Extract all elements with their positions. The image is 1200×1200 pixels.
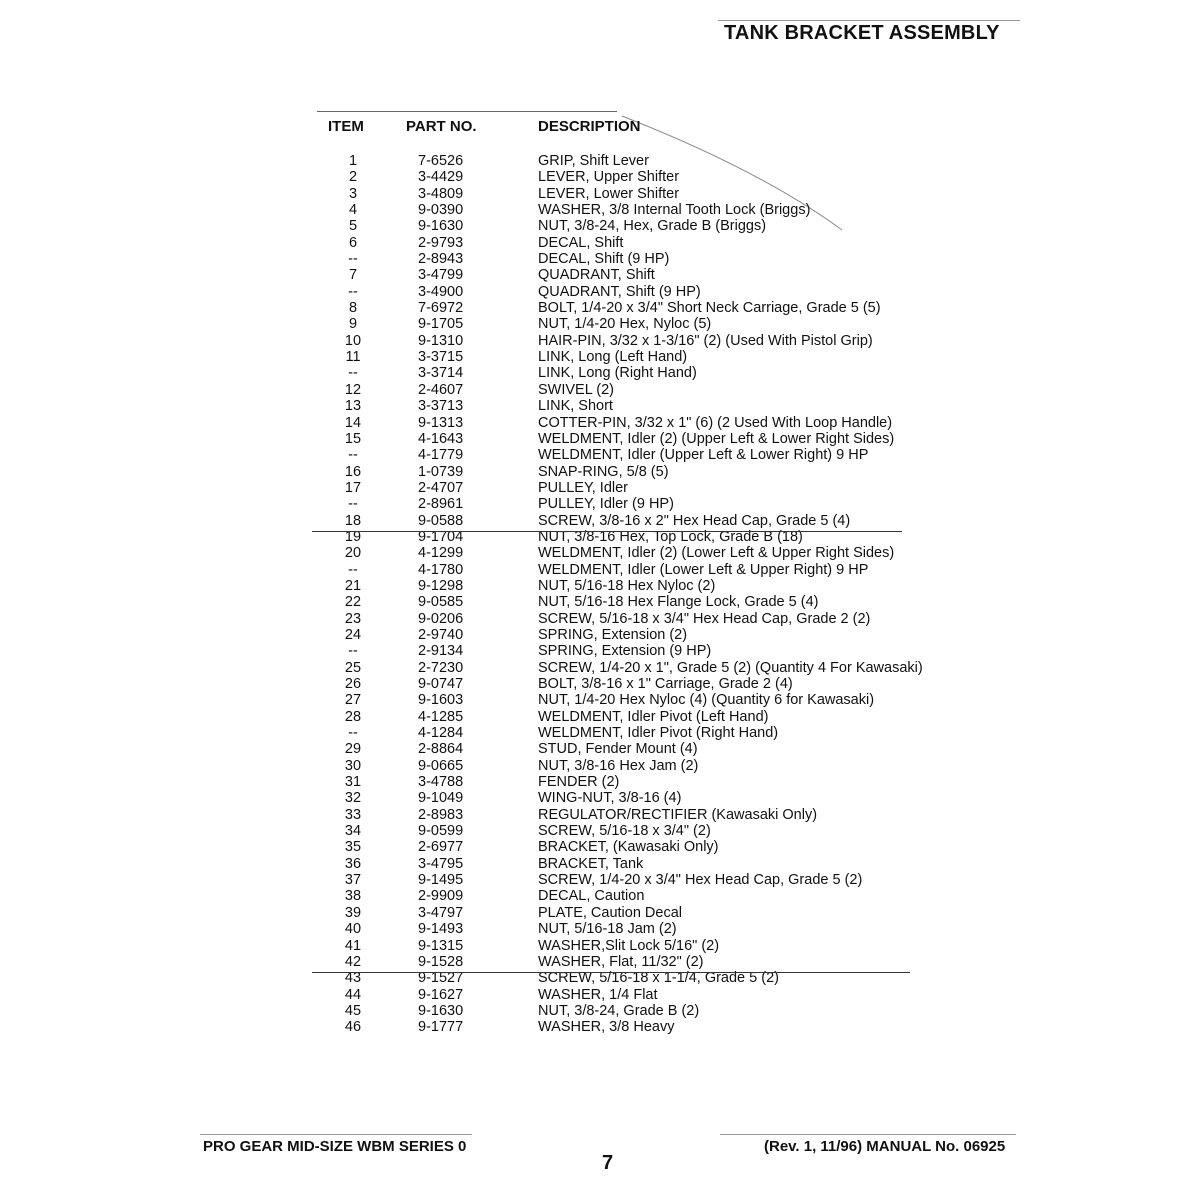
- row-part-number: 2-9793: [418, 234, 464, 251]
- row-description: SCREW, 1/4-20 x 1", Grade 5 (2) (Quantity 4 For Kawasaki): [538, 659, 923, 676]
- row-part-number: 2-7230: [418, 659, 464, 676]
- row-part-number: 2-8943: [418, 251, 464, 268]
- row-part-number: 1-0739: [418, 463, 464, 480]
- row-part-number: 9-1627: [418, 986, 464, 1003]
- row-item-number: --: [348, 725, 358, 742]
- row-item-number: 7: [348, 267, 358, 284]
- row-part-number: 2-9740: [418, 626, 464, 643]
- table-header-row: [318, 118, 923, 153]
- row-separator-rule: [312, 531, 902, 532]
- page-number: 7: [602, 1152, 614, 1174]
- table-row: [318, 480, 923, 496]
- row-description: NUT, 5/16-18 Jam (2): [538, 921, 677, 938]
- table-row: [318, 562, 923, 578]
- table-row: [318, 774, 923, 790]
- row-item-number: 1: [348, 153, 358, 169]
- row-description: DECAL, Caution: [538, 888, 645, 905]
- table-row: [318, 954, 923, 970]
- row-item-number: --: [348, 561, 358, 578]
- table-row: [318, 938, 923, 954]
- row-part-number: 9-0585: [418, 594, 464, 611]
- table-row: [318, 1003, 923, 1019]
- row-item-number: 30: [344, 757, 362, 774]
- row-description: FENDER (2): [538, 774, 620, 791]
- row-item-number: 10: [344, 332, 362, 349]
- row-description: WASHER, 1/4 Flat: [538, 986, 658, 1003]
- row-description: STUD, Fender Mount (4): [538, 741, 698, 758]
- row-item-number: 43: [344, 970, 362, 987]
- row-description: WELDMENT, Idler Pivot (Left Hand): [538, 708, 769, 725]
- row-item-number: 32: [344, 790, 362, 807]
- table-row: [318, 267, 923, 283]
- row-description: GRIP, Shift Lever: [538, 153, 649, 169]
- row-description: SCREW, 5/16-18 x 3/4" Hex Head Cap, Grade 2 (2): [538, 610, 871, 627]
- row-part-number: 9-0747: [418, 676, 464, 692]
- row-item-number: 21: [344, 577, 362, 594]
- row-description: WELDMENT, Idler Pivot (Right Hand): [538, 725, 779, 742]
- table-row: [318, 1019, 923, 1035]
- table-row: [318, 316, 923, 332]
- row-part-number: 9-0588: [418, 512, 464, 529]
- row-part-number: 3-4809: [418, 185, 464, 202]
- row-item-number: --: [348, 496, 358, 513]
- row-part-number: 9-0390: [418, 202, 464, 219]
- row-description: SPRING, Extension (9 HP): [538, 643, 712, 660]
- row-item-number: 24: [344, 626, 362, 643]
- row-item-number: 9: [348, 316, 358, 333]
- row-part-number: 4-1285: [418, 708, 464, 725]
- row-item-number: 20: [344, 545, 362, 562]
- footer-model: PRO GEAR MID-SIZE WBM SERIES 0: [203, 1138, 467, 1155]
- row-item-number: 25: [344, 659, 362, 676]
- row-part-number: 9-0599: [418, 823, 464, 840]
- row-item-number: 23: [344, 610, 362, 627]
- row-item-number: 12: [344, 381, 362, 398]
- row-description: BOLT, 1/4-20 x 3/4" Short Neck Carriage, Grade 5 (5): [538, 300, 881, 317]
- row-description: BRACKET, Tank: [538, 855, 644, 872]
- row-description: NUT, 3/8-16 Hex, Top Lock, Grade B (18): [538, 528, 803, 545]
- row-description: BOLT, 3/8-16 x 1" Carriage, Grade 2 (4): [538, 676, 793, 692]
- row-description: LINK, Short: [538, 398, 613, 415]
- table-row: [318, 464, 923, 480]
- row-description: SCREW, 3/8-16 x 2" Hex Head Cap, Grade 5 (4): [538, 512, 851, 529]
- row-part-number: 4-1643: [418, 430, 464, 447]
- footer-rule-left: [200, 1134, 472, 1135]
- row-item-number: 22: [344, 594, 362, 611]
- row-item-number: 40: [344, 921, 362, 938]
- table-row: [318, 823, 923, 839]
- row-description: LINK, Long (Left Hand): [538, 349, 688, 366]
- row-item-number: --: [348, 643, 358, 660]
- row-description: NUT, 5/16-18 Hex Nyloc (2): [538, 577, 716, 594]
- row-part-number: 9-1630: [418, 218, 464, 235]
- row-part-number: 9-0665: [418, 757, 464, 774]
- row-item-number: 29: [344, 741, 362, 758]
- table-row: [318, 676, 923, 692]
- row-part-number: 9-1493: [418, 921, 464, 938]
- row-item-number: 34: [344, 823, 362, 840]
- row-part-number: 9-0206: [418, 610, 464, 627]
- header-item: ITEM: [328, 118, 364, 135]
- footer-manual: (Rev. 1, 11/96) MANUAL No. 06925: [764, 1138, 1006, 1155]
- row-description: NUT, 1/4-20 Hex, Nyloc (5): [538, 316, 712, 333]
- row-item-number: 3: [348, 185, 358, 202]
- row-description: PLATE, Caution Decal: [538, 904, 682, 921]
- table-row: [318, 447, 923, 463]
- row-part-number: 2-4707: [418, 479, 464, 496]
- row-item-number: 17: [344, 479, 362, 496]
- row-description: WELDMENT, Idler (Upper Left & Lower Right) 9 HP: [538, 447, 869, 464]
- row-item-number: 5: [348, 218, 358, 235]
- table-row: [318, 692, 923, 708]
- table-row: [318, 300, 923, 316]
- row-item-number: 16: [344, 463, 362, 480]
- row-description: NUT, 3/8-16 Hex Jam (2): [538, 757, 699, 774]
- row-item-number: 31: [344, 774, 362, 791]
- row-description: BRACKET, (Kawasaki Only): [538, 839, 719, 856]
- row-part-number: 9-1495: [418, 872, 464, 889]
- row-description: HAIR-PIN, 3/32 x 1-3/16" (2) (Used With Pistol Grip): [538, 332, 873, 349]
- parts-table-body: [318, 153, 923, 1036]
- table-row: [318, 218, 923, 234]
- row-part-number: 3-4788: [418, 774, 464, 791]
- row-description: NUT, 3/8-24, Hex, Grade B (Briggs): [538, 218, 767, 235]
- row-part-number: 7-6526: [418, 153, 464, 169]
- row-part-number: 3-3713: [418, 398, 464, 415]
- row-item-number: 42: [344, 953, 362, 970]
- row-part-number: 4-1299: [418, 545, 464, 562]
- table-row: [318, 513, 923, 529]
- row-item-number: 18: [344, 512, 362, 529]
- row-description: SCREW, 5/16-18 x 1-1/4, Grade 5 (2): [538, 970, 779, 987]
- row-description: WASHER,Slit Lock 5/16" (2): [538, 937, 720, 954]
- row-part-number: 2-6977: [418, 839, 464, 856]
- row-item-number: 44: [344, 986, 362, 1003]
- row-item-number: 41: [344, 937, 362, 954]
- table-row: [318, 839, 923, 855]
- table-row: [318, 235, 923, 251]
- row-part-number: 4-1779: [418, 447, 464, 464]
- row-part-number: 9-1527: [418, 970, 464, 987]
- row-description: WASHER, 3/8 Internal Tooth Lock (Briggs): [538, 202, 811, 219]
- table-row: [318, 496, 923, 512]
- row-part-number: 4-1284: [418, 725, 464, 742]
- table-row: [318, 611, 923, 627]
- row-description: WASHER, 3/8 Heavy: [538, 1019, 675, 1036]
- row-item-number: 13: [344, 398, 362, 415]
- row-part-number: 9-1777: [418, 1019, 464, 1036]
- table-row: [318, 545, 923, 561]
- table-row: [318, 905, 923, 921]
- row-part-number: 2-9134: [418, 643, 464, 660]
- row-description: DECAL, Shift: [538, 234, 624, 251]
- row-part-number: 3-4795: [418, 855, 464, 872]
- table-row: [318, 725, 923, 741]
- table-row: [318, 365, 923, 381]
- table-row: [318, 415, 923, 431]
- row-description: SCREW, 1/4-20 x 3/4" Hex Head Cap, Grade 5 (2): [538, 872, 863, 889]
- row-part-number: 4-1780: [418, 561, 464, 578]
- header-description: DESCRIPTION: [538, 118, 641, 135]
- row-description: SNAP-RING, 5/8 (5): [538, 463, 669, 480]
- row-description: DECAL, Shift (9 HP): [538, 251, 670, 268]
- row-item-number: 45: [344, 1002, 362, 1019]
- row-part-number: 3-4799: [418, 267, 464, 284]
- row-part-number: 2-8983: [418, 806, 464, 823]
- row-part-number: 2-8864: [418, 741, 464, 758]
- row-description: PULLEY, Idler: [538, 479, 629, 496]
- row-part-number: 9-1603: [418, 692, 464, 709]
- row-item-number: 11: [345, 349, 361, 366]
- table-row: [318, 660, 923, 676]
- row-item-number: 4: [348, 202, 358, 219]
- row-description: LEVER, Upper Shifter: [538, 169, 680, 186]
- row-part-number: 2-9909: [418, 888, 464, 905]
- row-part-number: 7-6972: [418, 300, 464, 317]
- row-description: WING-NUT, 3/8-16 (4): [538, 790, 682, 807]
- row-item-number: 2: [348, 169, 358, 186]
- table-row: [318, 987, 923, 1003]
- row-item-number: 33: [344, 806, 362, 823]
- table-row: [318, 153, 923, 169]
- table-row: [318, 709, 923, 725]
- row-description: LEVER, Lower Shifter: [538, 185, 680, 202]
- row-part-number: 9-1049: [418, 790, 464, 807]
- parts-table: [318, 118, 923, 1036]
- row-description: NUT, 5/16-18 Hex Flange Lock, Grade 5 (4): [538, 594, 819, 611]
- row-item-number: 39: [344, 904, 362, 921]
- row-item-number: 6: [348, 234, 358, 251]
- table-row: [318, 578, 923, 594]
- table-row: [318, 202, 923, 218]
- row-item-number: 26: [344, 676, 362, 692]
- table-row: [318, 398, 923, 414]
- row-description: SCREW, 5/16-18 x 3/4" (2): [538, 823, 711, 840]
- row-item-number: 38: [344, 888, 362, 905]
- row-item-number: 19: [344, 528, 362, 545]
- footer-rule-right: [720, 1134, 1016, 1135]
- table-row: [318, 186, 923, 202]
- row-item-number: --: [348, 447, 358, 464]
- table-row: [318, 856, 923, 872]
- row-part-number: 3-4429: [418, 169, 464, 186]
- table-row: [318, 382, 923, 398]
- row-description: QUADRANT, Shift (9 HP): [538, 283, 701, 300]
- row-item-number: 15: [344, 430, 362, 447]
- table-row: [318, 888, 923, 904]
- table-row: [318, 872, 923, 888]
- row-part-number: 9-1313: [418, 414, 464, 431]
- row-description: SWIVEL (2): [538, 381, 615, 398]
- row-part-number: 2-8961: [418, 496, 464, 513]
- table-row: [318, 758, 923, 774]
- row-part-number: 3-4797: [418, 904, 464, 921]
- row-description: QUADRANT, Shift: [538, 267, 655, 284]
- table-row: [318, 284, 923, 300]
- row-item-number: --: [348, 251, 358, 268]
- table-row: [318, 807, 923, 823]
- row-part-number: 9-1705: [418, 316, 464, 333]
- row-item-number: 35: [344, 839, 362, 856]
- table-row: [318, 627, 923, 643]
- table-row: [318, 169, 923, 185]
- page-title: TANK BRACKET ASSEMBLY: [724, 22, 1000, 44]
- row-description: WASHER, Flat, 11/32" (2): [538, 953, 704, 970]
- row-part-number: 9-1704: [418, 528, 464, 545]
- table-row: [318, 921, 923, 937]
- table-row: [318, 333, 923, 349]
- row-item-number: 37: [344, 872, 362, 889]
- row-item-number: 36: [344, 855, 362, 872]
- row-description: SPRING, Extension (2): [538, 626, 688, 643]
- row-description: REGULATOR/RECTIFIER (Kawasaki Only): [538, 806, 818, 823]
- row-description: NUT, 1/4-20 Hex Nyloc (4) (Quantity 6 for Kawasaki): [538, 692, 875, 709]
- row-description: LINK, Long (Right Hand): [538, 365, 697, 382]
- row-item-number: 27: [344, 692, 362, 709]
- row-part-number: 3-3715: [418, 349, 464, 366]
- table-row: [318, 431, 923, 447]
- row-part-number: 9-1528: [418, 953, 464, 970]
- row-description: NUT, 3/8-24, Grade B (2): [538, 1002, 700, 1019]
- row-description: PULLEY, Idler (9 HP): [538, 496, 674, 513]
- row-description: WELDMENT, Idler (2) (Lower Left & Upper Right Sides): [538, 545, 895, 562]
- row-item-number: 46: [344, 1019, 362, 1036]
- row-item-number: --: [348, 365, 358, 382]
- header-part-no: PART NO.: [406, 118, 477, 135]
- table-row: [318, 643, 923, 659]
- row-description: WELDMENT, Idler (Lower Left & Upper Right) 9 HP: [538, 561, 869, 578]
- row-item-number: 8: [348, 300, 358, 317]
- row-part-number: 9-1630: [418, 1002, 464, 1019]
- row-part-number: 9-1310: [418, 332, 464, 349]
- row-item-number: --: [348, 283, 358, 300]
- row-description: WELDMENT, Idler (2) (Upper Left & Lower Right Sides): [538, 430, 895, 447]
- row-separator-rule: [312, 972, 910, 973]
- row-part-number: 3-3714: [418, 365, 464, 382]
- row-part-number: 2-4607: [418, 381, 464, 398]
- table-row: [318, 349, 923, 365]
- table-row: [318, 251, 923, 267]
- row-description: COTTER-PIN, 3/32 x 1" (6) (2 Used With Loop Handle): [538, 414, 893, 431]
- row-part-number: 9-1315: [418, 937, 464, 954]
- row-part-number: 3-4900: [418, 283, 464, 300]
- table-row: [318, 594, 923, 610]
- row-item-number: 28: [344, 708, 362, 725]
- row-part-number: 9-1298: [418, 577, 464, 594]
- table-row: [318, 790, 923, 806]
- table-row: [318, 741, 923, 757]
- row-item-number: 14: [344, 414, 362, 431]
